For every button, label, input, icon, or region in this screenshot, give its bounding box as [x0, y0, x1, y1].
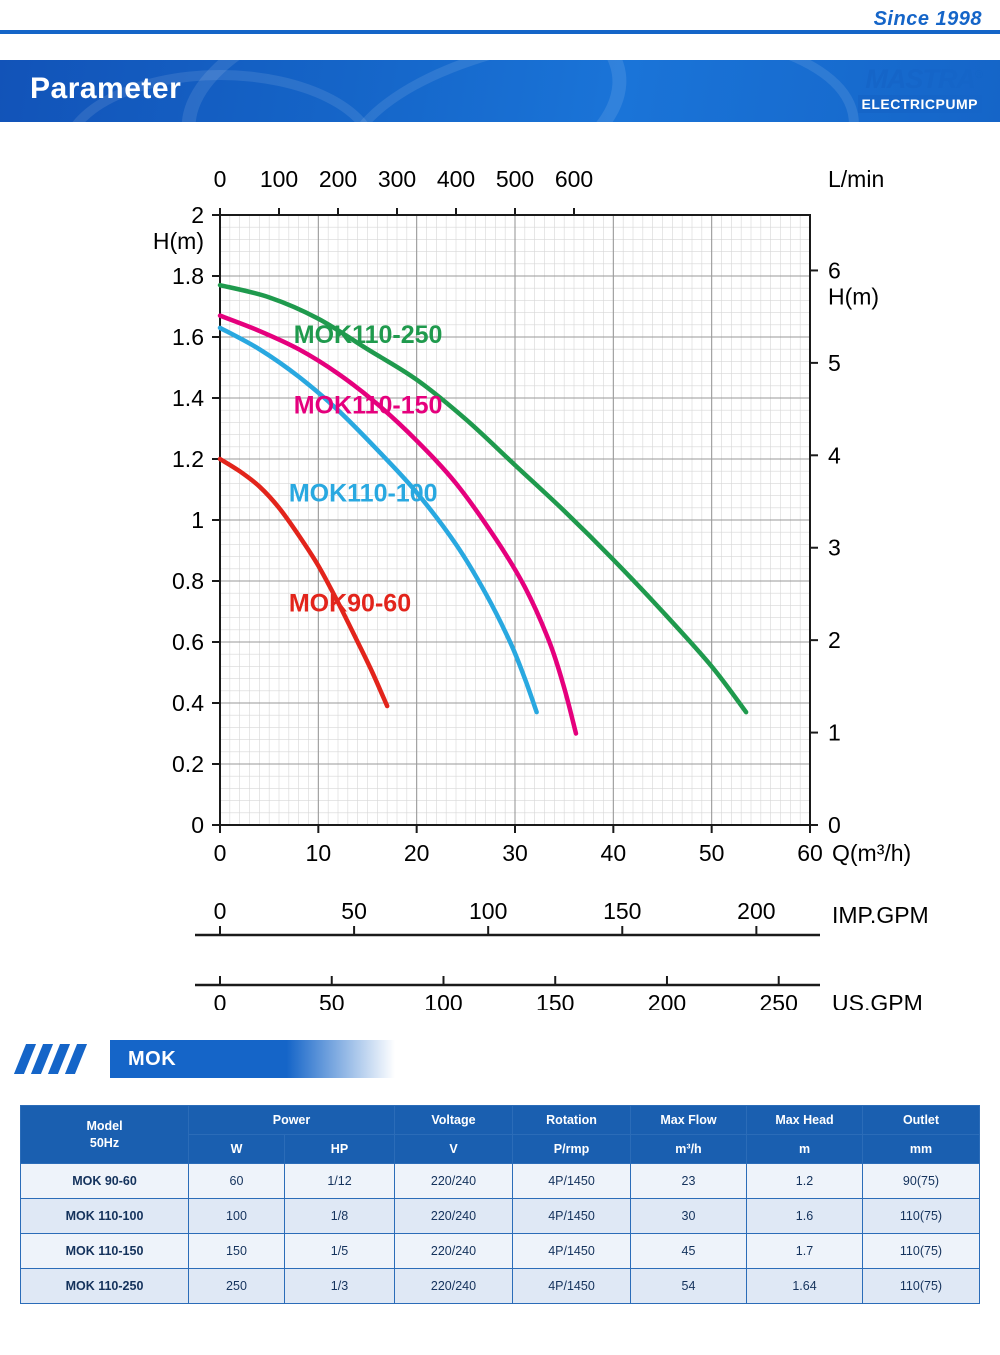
left-axis-tick-label: 1.8: [172, 263, 204, 289]
us-gpm-tick-label: 100: [424, 990, 463, 1010]
right-axis-tick-label: 5: [828, 349, 841, 376]
top-axis-tick-label: 100: [259, 166, 299, 192]
col-header-voltage: Voltage: [395, 1106, 513, 1135]
unit-header-m: m: [747, 1135, 863, 1164]
bottom-axis-label: Q(m³/h): [832, 840, 912, 866]
cell-power-w: 150: [189, 1234, 285, 1269]
bottom-axis-tick-label: 50: [698, 840, 725, 866]
cell-voltage: 220/240: [395, 1234, 513, 1269]
left-axis-label: H(m): [152, 228, 204, 254]
cell-power-w: 250: [189, 1269, 285, 1304]
series-label-MOK90-60: MOK90-60: [288, 589, 412, 618]
top-axis-tick-label: 200: [318, 166, 358, 192]
logo-text: MASTRA: [865, 64, 975, 94]
left-axis-tick-label: 0.2: [172, 751, 204, 777]
cell-outlet: 110(75): [863, 1199, 980, 1234]
cell-max-flow: 23: [631, 1164, 747, 1199]
bottom-axis-tick-label: 20: [403, 840, 430, 866]
us-gpm-tick-label: 150: [536, 990, 575, 1010]
series-label-MOK110-250: MOK110-250: [293, 321, 443, 350]
left-axis-tick-label: 2: [191, 202, 204, 228]
brand-logo: [812, 66, 982, 114]
registered-trademark-icon: ®: [974, 69, 982, 81]
right-axis-tick-label: 2: [828, 627, 841, 654]
header-rule: [0, 30, 1000, 34]
unit-header-v: V: [395, 1135, 513, 1164]
table-row: [21, 1164, 980, 1199]
col-header-model-line2: 50Hz: [89, 1135, 120, 1150]
right-axis-tick-label: 4: [828, 442, 841, 469]
series-header-bar: [110, 1040, 395, 1078]
right-axis-tick-label: 3: [828, 534, 841, 561]
imp-gpm-tick-label: 0: [213, 898, 227, 924]
col-header-max-head: Max Head: [747, 1106, 863, 1135]
cell-rotation: 4P/1450: [513, 1199, 631, 1234]
table-body: [21, 1164, 980, 1304]
top-axis-tick-label: 300: [377, 166, 417, 192]
cell-voltage: 220/240: [395, 1199, 513, 1234]
cell-power-hp: 1/8: [284, 1199, 394, 1234]
cell-voltage: 220/240: [395, 1164, 513, 1199]
table-row: [21, 1269, 980, 1304]
us-gpm-axis-label: US.GPM: [832, 990, 923, 1010]
table-header-row-1: [21, 1106, 980, 1135]
cell-model: MOK 110-250: [21, 1269, 189, 1304]
cell-max-head: 1.64: [747, 1269, 863, 1304]
col-header-model-line1: Model: [86, 1118, 123, 1133]
since-text: Since 1998: [873, 8, 982, 30]
top-axis-tick-label: 0: [213, 166, 227, 192]
cell-power-w: 100: [189, 1199, 285, 1234]
cell-max-flow: 30: [631, 1199, 747, 1234]
decorative-slashes-icon: [20, 1044, 110, 1074]
cell-max-flow: 54: [631, 1269, 747, 1304]
bottom-axis-tick-label: 0: [213, 840, 227, 866]
table-head: [21, 1106, 980, 1164]
series-label-MOK110-150: MOK110-150: [293, 391, 443, 420]
imp-gpm-tick-label: 150: [603, 898, 642, 924]
imp-gpm-tick-label: 50: [341, 898, 367, 924]
right-axis-tick-label: 6: [828, 257, 841, 284]
top-axis-tick-label: 500: [495, 166, 535, 192]
left-axis-tick-label: 0.4: [172, 690, 204, 716]
unit-header-w: W: [189, 1135, 285, 1164]
left-axis-tick-label: 0: [191, 812, 204, 838]
cell-model: MOK 90-60: [21, 1164, 189, 1199]
bottom-axis-tick-label: 30: [502, 840, 528, 866]
top-axis-tick-label: 600: [554, 166, 594, 192]
imp-gpm-axis-label: IMP.GPM: [832, 902, 929, 928]
col-header-outlet: Outlet: [863, 1106, 980, 1135]
col-header-rotation: Rotation: [513, 1106, 631, 1135]
imp-gpm-tick-label: 100: [468, 898, 508, 924]
cell-power-w: 60: [189, 1164, 285, 1199]
cell-max-head: 1.7: [747, 1234, 863, 1269]
bottom-axis-tick-label: 40: [600, 840, 627, 866]
col-header-max-flow: Max Flow: [631, 1106, 747, 1135]
specification-table: [20, 1105, 980, 1304]
page-header: [0, 0, 1000, 130]
logo-subtitle: ELECTRICPUMP: [858, 95, 982, 113]
table-row: [21, 1234, 980, 1269]
cell-outlet: 90(75): [863, 1164, 980, 1199]
bottom-axis-tick-label: 10: [305, 840, 332, 866]
top-axis-tick-label: 400: [436, 166, 476, 192]
series-header: [20, 1040, 400, 1078]
series-name: MOK: [128, 1048, 177, 1070]
cell-rotation: 4P/1450: [513, 1164, 631, 1199]
left-axis-tick-label: 1.2: [172, 446, 204, 472]
imp-gpm-tick-label: 200: [737, 898, 776, 924]
cell-outlet: 110(75): [863, 1234, 980, 1269]
cell-power-hp: 1/12: [284, 1164, 394, 1199]
bottom-axis-tick-label: 60: [797, 840, 823, 866]
left-axis-tick-label: 0.6: [172, 629, 204, 655]
left-axis-tick-label: 0.8: [172, 568, 204, 594]
col-header-power: Power: [189, 1106, 395, 1135]
page-title: Parameter: [30, 72, 182, 105]
cell-power-hp: 1/3: [284, 1269, 394, 1304]
top-axis-label: L/min: [828, 166, 885, 192]
right-axis-tick-label: 0: [828, 812, 841, 838]
cell-max-head: 1.2: [747, 1164, 863, 1199]
performance-chart: [0, 150, 1000, 1010]
cell-rotation: 4P/1450: [513, 1234, 631, 1269]
cell-power-hp: 1/5: [284, 1234, 394, 1269]
cell-model: MOK 110-100: [21, 1199, 189, 1234]
unit-header-m3h: m³/h: [631, 1135, 747, 1164]
us-gpm-tick-label: 50: [318, 990, 345, 1010]
table-row: [21, 1199, 980, 1234]
unit-header-mm: mm: [863, 1135, 980, 1164]
us-gpm-tick-label: 250: [759, 990, 798, 1010]
unit-header-prmp: P/rmp: [513, 1135, 631, 1164]
cell-outlet: 110(75): [863, 1269, 980, 1304]
left-axis-tick-label: 1.6: [172, 324, 204, 350]
right-axis-label: H(m): [828, 283, 880, 310]
left-axis-tick-label: 1.4: [172, 385, 204, 411]
cell-max-head: 1.6: [747, 1199, 863, 1234]
left-axis-tick-label: 1: [191, 507, 204, 533]
us-gpm-tick-label: 0: [213, 990, 227, 1010]
right-axis-tick-label: 1: [828, 719, 841, 746]
cell-rotation: 4P/1450: [513, 1269, 631, 1304]
col-header-model: [21, 1106, 189, 1164]
cell-voltage: 220/240: [395, 1269, 513, 1304]
cell-model: MOK 110-150: [21, 1234, 189, 1269]
logo-wordmark: [812, 66, 982, 93]
series-label-MOK110-100: MOK110-100: [288, 479, 438, 508]
cell-max-flow: 45: [631, 1234, 747, 1269]
unit-header-hp: HP: [284, 1135, 394, 1164]
us-gpm-tick-label: 200: [647, 990, 687, 1010]
pump-curve-svg: [0, 150, 1000, 1010]
